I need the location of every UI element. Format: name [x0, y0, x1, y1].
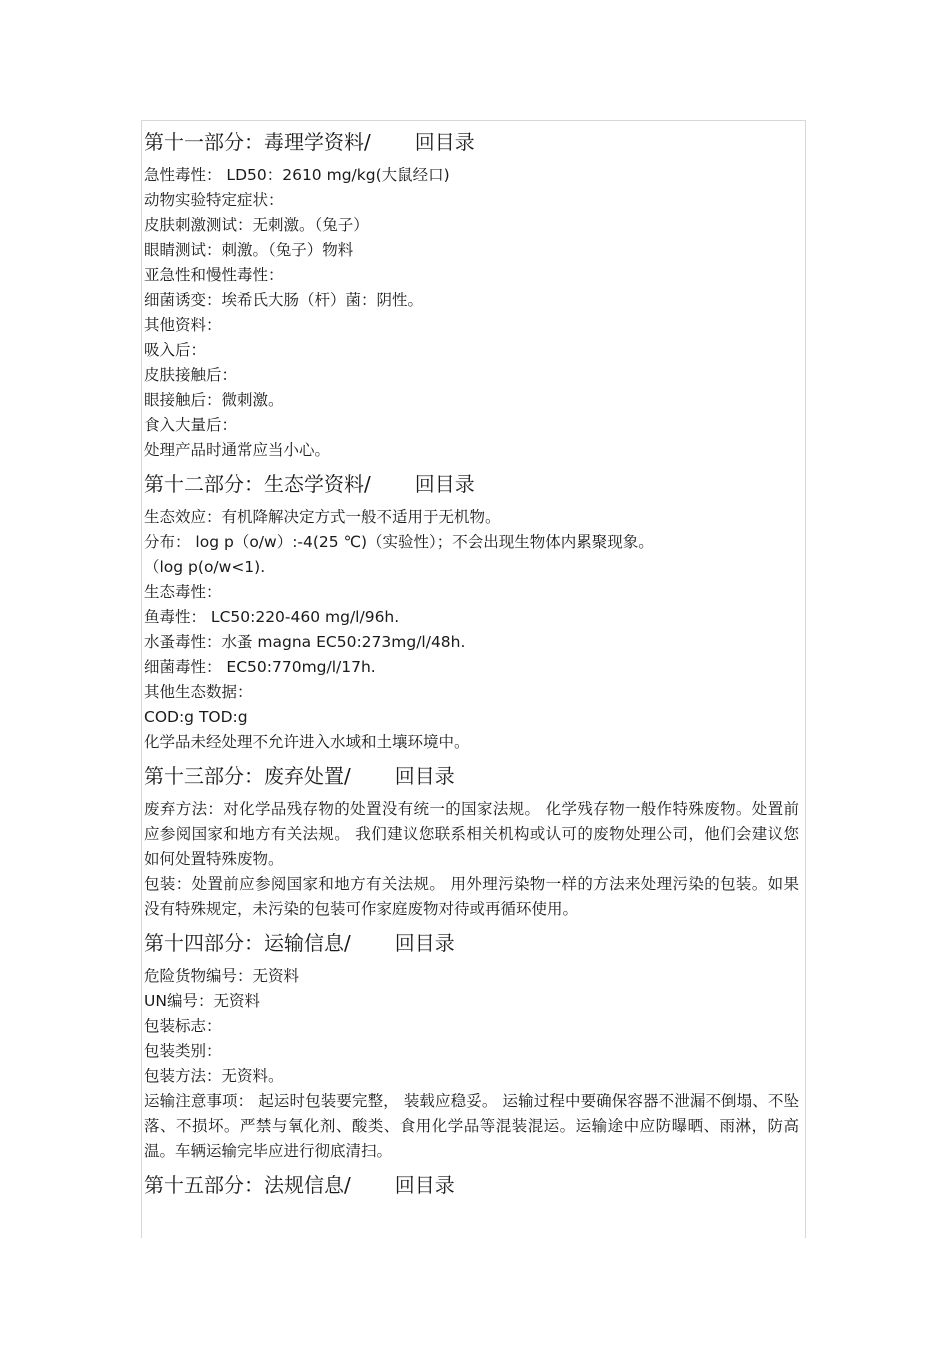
text-line: 分布： log p（o/w）:-4(25 ℃)（实验性）；不会出现生物体内累聚现象。: [144, 533, 654, 551]
text-line: 细菌毒性： EC50:770mg/l/17h.: [144, 658, 376, 676]
text-line: 其他资料：: [144, 316, 222, 334]
text-line: 其他生态数据：: [144, 683, 253, 701]
text-line: COD:g TOD:g: [144, 708, 248, 726]
text-line: 吸入后：: [144, 341, 207, 359]
text-line: 鱼毒性： LC50:220-460 mg/l/96h.: [144, 608, 400, 626]
text-line: 亚急性和慢性毒性：: [144, 266, 284, 284]
text-paragraph: 运输注意事项： 起运时包装要完整， 装载应稳妥。 运输过程中要确保容器不泄漏不倒塌、不坠落、不损坏。严禁与氧化剂、酸类、食用化学品等混装混运。运输途中应防曝晒、雨淋，防高温。车辆运输完毕应进行彻底清扫。: [144, 1092, 799, 1160]
section-ecology: [144, 467, 799, 755]
section-title: 第十一部分：毒理学资料/: [144, 130, 371, 154]
text-line: 危险货物编号：无资料: [144, 967, 300, 985]
section-transport: [144, 926, 799, 1164]
text-line: 眼睛测试：刺激。（兔子）物料: [144, 241, 354, 259]
section-heading: [144, 125, 799, 159]
text-line: UN编号：无资料: [144, 992, 260, 1010]
section-title: 第十四部分：运输信息/: [144, 931, 351, 955]
text-line: 细菌诱变：埃希氏大肠（杆）菌：阴性。: [144, 291, 424, 309]
section-heading: [144, 1168, 799, 1202]
text-line: 生态效应：有机降解决定方式一般不适用于无机物。: [144, 508, 501, 526]
text-line: 包装方法：无资料。: [144, 1067, 284, 1085]
section-title: 第十五部分：法规信息/: [144, 1173, 351, 1197]
text-line: 包装标志：: [144, 1017, 222, 1035]
text-line: 包装类别：: [144, 1042, 222, 1060]
back-to-contents-link[interactable]: 回目录: [414, 130, 475, 154]
text-line: 水蚤毒性：水蚤 magna EC50:273mg/l/48h.: [144, 633, 466, 651]
section-toxicology: [144, 125, 799, 463]
text-line: 急性毒性： LD50：2610 mg/kg(大鼠经口): [144, 166, 450, 184]
back-to-contents-link[interactable]: 回目录: [394, 764, 455, 788]
section-heading: [144, 467, 799, 501]
text-line: 生态毒性：: [144, 583, 222, 601]
text-line: 处理产品时通常应当小心。: [144, 441, 331, 459]
text-line: （log p(o/w<1).: [144, 558, 266, 576]
text-paragraph: 包装：处置前应参阅国家和地方有关法规。 用外理污染物一样的方法来处理污染的包装。如果没有特殊规定，未污染的包装可作家庭废物对待或再循环使用。: [144, 875, 799, 918]
text-paragraph: 废弃方法：对化学品残存物的处置没有统一的国家法规。 化学残存物一般作特殊废物。处置前应参阅国家和地方有关法规。 我们建议您联系相关机构或认可的废物处理公司，他们会建议您如何处置特殊废物。: [144, 800, 799, 868]
section-heading: [144, 759, 799, 793]
back-to-contents-link[interactable]: 回目录: [414, 472, 475, 496]
section-regulations: [144, 1168, 799, 1202]
text-line: 动物实验特定症状：: [144, 191, 284, 209]
section-title: 第十三部分：废弃处置/: [144, 764, 351, 788]
section-disposal: [144, 759, 799, 922]
document-body: [144, 125, 799, 1206]
text-line: 皮肤接触后：: [144, 366, 238, 384]
section-title: 第十二部分：生态学资料/: [144, 472, 371, 496]
text-line: 食入大量后：: [144, 416, 238, 434]
text-line: 皮肤刺激测试：无刺激。（兔子）: [144, 216, 369, 234]
section-heading: [144, 926, 799, 960]
back-to-contents-link[interactable]: 回目录: [394, 1173, 455, 1197]
text-line: 眼接触后：微刺激。: [144, 391, 284, 409]
back-to-contents-link[interactable]: 回目录: [394, 931, 455, 955]
text-line: 化学品未经处理不允许进入水域和土壤环境中。: [144, 733, 470, 751]
